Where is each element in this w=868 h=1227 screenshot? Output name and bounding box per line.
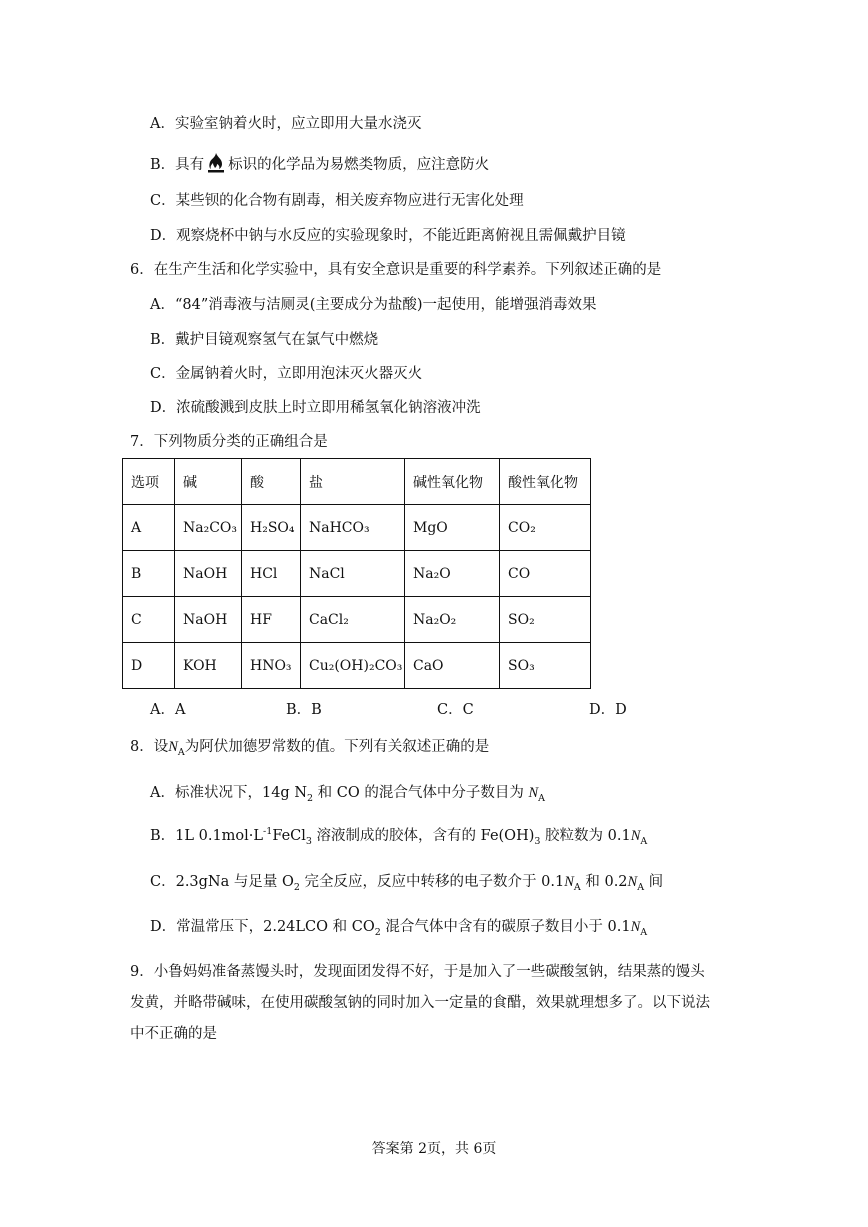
table-cell: NaOH: [175, 551, 242, 597]
q8-c-and: 和 0.2: [580, 874, 628, 890]
na-subscript: A: [640, 835, 648, 847]
q6-option-b: B．戴护目镜观察氢气在氯气中燃烧: [150, 332, 379, 348]
q8-d-pre: D．常温常压下，2.24LCO 和 CO: [150, 919, 375, 935]
q6-stem: 6．在生产生活和化学实验中，具有安全意识是重要的科学素养。下列叙述正确的是: [130, 262, 662, 278]
q8-option-b: [150, 826, 647, 846]
table-cell: CaO: [405, 643, 500, 689]
subscript: 3: [305, 835, 312, 847]
q8-a-pre: A．标准状况下，14g N: [150, 785, 308, 801]
table-header-row: [123, 459, 591, 505]
q7-stem: 7．下列物质分类的正确组合是: [130, 434, 328, 450]
table-cell: MgO: [405, 505, 500, 551]
q9-line-3: 中不正确的是: [130, 1026, 217, 1042]
page-footer: 答案第 2页，共 6页: [371, 1141, 497, 1157]
na-symbol: N: [168, 739, 178, 755]
na-subscript: A: [640, 926, 648, 938]
q8-stem: [130, 737, 489, 757]
table-header-cell: 选项: [123, 459, 175, 505]
subscript: 2: [293, 881, 300, 893]
q8-a-mid: 和 CO 的混合气体中分子数目为: [313, 785, 529, 801]
q5-option-b-pre: B．具有: [150, 157, 205, 173]
na-subscript: A: [573, 881, 581, 893]
table-cell: Na₂O₂: [405, 597, 500, 643]
table-cell: CO: [500, 551, 591, 597]
na-symbol: N: [630, 828, 641, 844]
q5-option-b-post: 标识的化学品为易燃类物质，应注意防火: [228, 157, 490, 173]
q7-choices: [0, 698, 868, 718]
table-cell: CO₂: [500, 505, 591, 551]
q8-b-conc: 0.1mol·L: [198, 828, 264, 844]
na-subscript: A: [177, 746, 185, 758]
flammable-icon: [205, 152, 227, 174]
table-cell: NaCl: [301, 551, 405, 597]
table-cell: Na₂CO₃: [175, 505, 242, 551]
q8-d-mid: 混合气体中含有的碳原子数目小于 0.1: [380, 919, 631, 935]
table-row: [123, 643, 591, 689]
q8-option-c: [150, 872, 663, 892]
table-cell: HCl: [242, 551, 301, 597]
q5-option-d: D．观察烧杯中钠与水反应的实验现象时，不能近距离俯视且需佩戴护目镜: [150, 228, 626, 244]
q7-classification-table: [122, 458, 591, 689]
q8-c-mid: 完全反应，反应中转移的电子数介于 0.1: [299, 874, 565, 890]
q5-option-b: [150, 152, 489, 175]
q8-option-a: [150, 783, 545, 803]
q9-line-2: 发黄，并略带碱味，在使用碳酸氢钠的同时加入一定量的食醋，效果就理想多了。以下说法: [130, 995, 710, 1011]
table-cell: HF: [242, 597, 301, 643]
q5-option-a: A．实验室钠着火时，应立即用大量水浇灭: [150, 116, 422, 132]
table-cell: SO₂: [500, 597, 591, 643]
q7-choice-a: A．A: [150, 702, 186, 718]
table-cell: KOH: [175, 643, 242, 689]
na-subscript: A: [637, 881, 645, 893]
table-cell: H₂SO₄: [242, 505, 301, 551]
subscript: 3: [534, 835, 541, 847]
na-symbol: N: [564, 874, 574, 890]
q7-choice-b: B．B: [286, 702, 322, 718]
q8-c-pre: C．2.3gNa 与足量 O: [150, 874, 294, 890]
q8-option-d: [150, 917, 647, 937]
subscript: 2: [374, 926, 381, 938]
table-row: [123, 551, 591, 597]
q8-b-mid: 溶液制成的胶体，含有的 Fe(OH): [311, 828, 535, 844]
table-header-cell: 酸: [242, 459, 301, 505]
q6-option-d: D．浓硫酸溅到皮肤上时立即用稀氢氧化钠溶液冲洗: [150, 400, 481, 416]
q6-option-c: C．金属钠着火时，立即用泡沫灭火器灭火: [150, 366, 423, 382]
q9-line-1: 9．小鲁妈妈准备蒸馒头时，发现面团发得不好，于是加入了一些碳酸氢钠，结果蒸的馒头: [130, 964, 705, 980]
na-subscript: A: [538, 792, 546, 804]
table-row: [123, 597, 591, 643]
na-symbol: N: [627, 874, 638, 890]
table-header-cell: 碱性氧化物: [405, 459, 500, 505]
table-cell: B: [123, 551, 175, 597]
table-cell: CaCl₂: [301, 597, 405, 643]
q8-b-post: 胶粒数为 0.1: [540, 828, 631, 844]
table-cell: NaOH: [175, 597, 242, 643]
na-symbol: N: [630, 919, 641, 935]
q5-option-c: C．某些钡的化合物有剧毒，相关废弃物应进行无害化处理: [150, 193, 524, 209]
table-cell: NaHCO₃: [301, 505, 405, 551]
q8-stem-post: 为阿伏加德罗常数的值。下列有关叙述正确的是: [184, 739, 490, 755]
q7-choice-c: C．C: [437, 702, 474, 718]
table-cell: A: [123, 505, 175, 551]
q7-choice-d: D．D: [589, 702, 627, 718]
q8-stem-pre: 8．设: [130, 739, 169, 755]
table-cell: C: [123, 597, 175, 643]
na-symbol: N: [528, 785, 539, 801]
superscript: -1: [263, 826, 273, 838]
table-cell: HNO₃: [242, 643, 301, 689]
q8-c-post: 间: [644, 874, 664, 890]
subscript: 2: [307, 792, 314, 804]
q8-b-pre: B．1L: [150, 828, 199, 844]
table-cell: Na₂O: [405, 551, 500, 597]
q8-b-fecl: FeCl: [272, 828, 306, 844]
table-cell: D: [123, 643, 175, 689]
table-row: [123, 505, 591, 551]
table-cell: Cu₂(OH)₂CO₃: [301, 643, 405, 689]
table-header-cell: 盐: [301, 459, 405, 505]
table-cell: SO₃: [500, 643, 591, 689]
table-header-cell: 酸性氧化物: [500, 459, 591, 505]
q6-option-a: A．“84”消毒液与洁厕灵(主要成分为盐酸)一起使用，能增强消毒效果: [150, 297, 597, 313]
table-header-cell: 碱: [175, 459, 242, 505]
